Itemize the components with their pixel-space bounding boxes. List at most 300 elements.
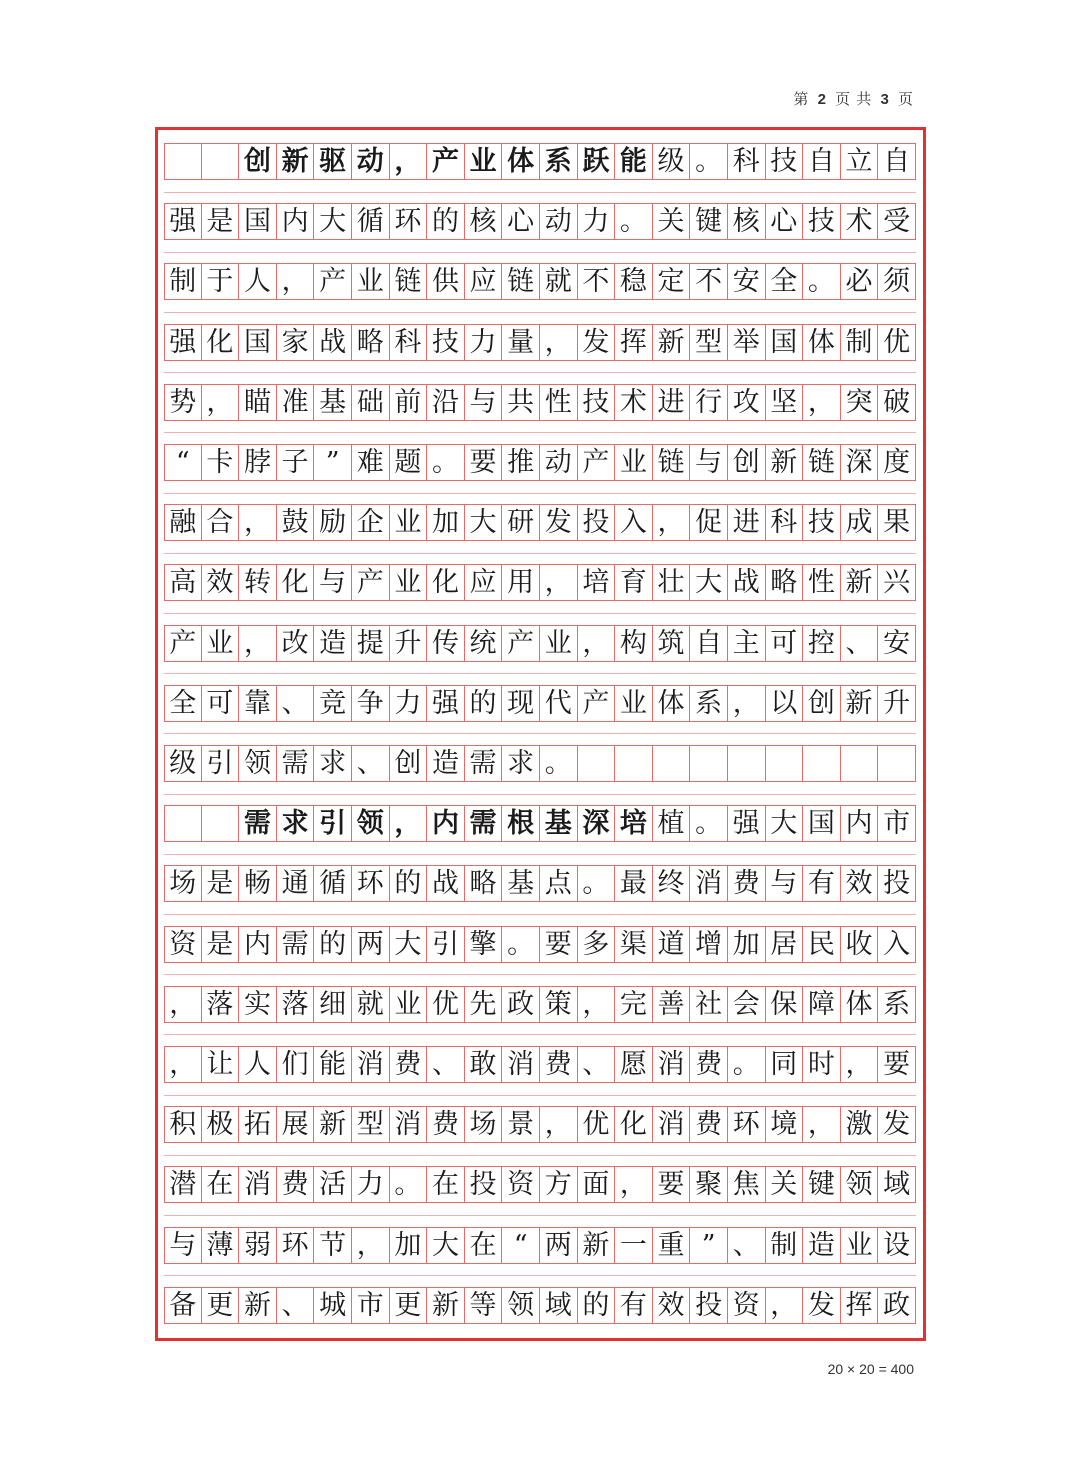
grid-cell: 卡 — [202, 445, 240, 480]
grid-cell: 循 — [314, 866, 352, 901]
grid-cell: 要 — [540, 927, 578, 962]
grid-cell: 方 — [540, 1167, 578, 1202]
grid-cell: 大 — [427, 1228, 465, 1263]
grid-cell: 安 — [728, 264, 766, 299]
grid-cell: 造 — [427, 746, 465, 781]
grid-cell: 链 — [653, 445, 691, 480]
grid-cell: 增 — [690, 927, 728, 962]
grid-cell: 大 — [390, 927, 428, 962]
grid-cell: 瞄 — [239, 385, 277, 420]
grid-cell: 科 — [390, 325, 428, 360]
grid-cell: 构 — [615, 626, 653, 661]
grid-cell: 术 — [841, 204, 879, 239]
row-gap-line — [164, 914, 916, 915]
grid-cell: ， — [803, 385, 841, 420]
grid-cell — [164, 806, 202, 841]
grid-cell: 键 — [803, 1167, 841, 1202]
grid-cell: 细 — [314, 987, 352, 1022]
grid-cell: 级 — [164, 746, 202, 781]
grid-cell: 关 — [766, 1167, 804, 1202]
grid-cell: 受 — [878, 204, 916, 239]
grid-cell: 改 — [277, 626, 315, 661]
grid-cell — [615, 746, 653, 781]
grid-cell: 弱 — [239, 1228, 277, 1263]
grid-cell: ” — [314, 445, 352, 480]
grid-cell: 与 — [164, 1228, 202, 1263]
grid-cell: 培 — [615, 806, 653, 841]
grid-cell: 级 — [653, 144, 691, 179]
grid-cell: 加 — [427, 505, 465, 540]
grid-cell: 发 — [578, 325, 616, 360]
grid-cell: 、 — [352, 746, 390, 781]
grid-cell: 会 — [728, 987, 766, 1022]
grid-cell: 效 — [202, 565, 240, 600]
grid-cell: 制 — [841, 325, 879, 360]
grid-cell — [202, 806, 240, 841]
grid-cell: ， — [578, 987, 616, 1022]
row-gap-line — [164, 1034, 916, 1035]
grid-cell: 收 — [841, 927, 879, 962]
grid-cell: 与 — [690, 445, 728, 480]
grid-cell: 关 — [653, 204, 691, 239]
grid-row — [164, 986, 916, 1023]
grid-cell: 消 — [690, 866, 728, 901]
grid-cell: 性 — [803, 565, 841, 600]
grid-cell: 型 — [352, 1107, 390, 1142]
grid-cell: 体 — [803, 325, 841, 360]
grid-cell: 国 — [766, 325, 804, 360]
grid-cell — [841, 746, 879, 781]
grid-cell: 策 — [540, 987, 578, 1022]
grid-cell: 推 — [502, 445, 540, 480]
grid-cell — [803, 746, 841, 781]
grid-cell: 消 — [653, 1107, 691, 1142]
grid-cell: ， — [390, 144, 428, 179]
grid-cell: 需 — [465, 806, 503, 841]
grid-cell: 产 — [578, 686, 616, 721]
grid-cell: 主 — [728, 626, 766, 661]
grid-cell: 更 — [390, 1288, 428, 1323]
grid-cell: 市 — [878, 806, 916, 841]
grid-cell: 促 — [690, 505, 728, 540]
grid-cell: 就 — [352, 987, 390, 1022]
grid-cell: 备 — [164, 1288, 202, 1323]
grid-row — [164, 865, 916, 902]
grid-cell: 定 — [653, 264, 691, 299]
grid-cell: “ — [164, 445, 202, 480]
grid-cell: 资 — [164, 927, 202, 962]
grid-cell: 。 — [615, 204, 653, 239]
grid-cell: 励 — [314, 505, 352, 540]
grid-cell: 战 — [314, 325, 352, 360]
grid-cell: 引 — [202, 746, 240, 781]
grid-cell: 稳 — [615, 264, 653, 299]
row-gap-line — [164, 854, 916, 855]
grid-cell: 应 — [465, 264, 503, 299]
grid-cell: 最 — [615, 866, 653, 901]
row-gap-line — [164, 252, 916, 253]
grid-cell: 的 — [578, 1288, 616, 1323]
grid-cell: 需 — [277, 746, 315, 781]
grid-cell: 体 — [653, 686, 691, 721]
grid-cell: 社 — [690, 987, 728, 1022]
grid-cell: 靠 — [239, 686, 277, 721]
grid-cell: 产 — [578, 445, 616, 480]
grid-cell: 拓 — [239, 1107, 277, 1142]
grid-cell: 大 — [314, 204, 352, 239]
grid-cell: 驱 — [314, 144, 352, 179]
grid-cell: 家 — [277, 325, 315, 360]
grid-cell — [578, 746, 616, 781]
grid-cell: 造 — [803, 1228, 841, 1263]
grid-cell: 费 — [690, 1047, 728, 1082]
grid-cell: 更 — [202, 1288, 240, 1323]
grid-cell: 进 — [653, 385, 691, 420]
grid-cell: 有 — [803, 866, 841, 901]
grid-cell: 力 — [352, 1167, 390, 1202]
grid-cell: 新 — [578, 1228, 616, 1263]
grid-cell: 善 — [653, 987, 691, 1022]
grid-cell: 有 — [615, 1288, 653, 1323]
grid-cell: 强 — [164, 204, 202, 239]
grid-cell: ， — [164, 987, 202, 1022]
current-page: 2 — [817, 91, 827, 108]
grid-cell: 挥 — [841, 1288, 879, 1323]
grid-cell: 的 — [390, 866, 428, 901]
grid-cell: 域 — [878, 1167, 916, 1202]
grid-cell: 深 — [841, 445, 879, 480]
grid-row — [164, 1227, 916, 1264]
grid-cell: 题 — [390, 445, 428, 480]
grid-cell: 国 — [239, 325, 277, 360]
grid-cell: ， — [352, 1228, 390, 1263]
grid-cell: 全 — [766, 264, 804, 299]
grid-cell: ， — [390, 806, 428, 841]
grid-cell: 应 — [465, 565, 503, 600]
grid-cell: 要 — [465, 445, 503, 480]
grid-cell: 根 — [502, 806, 540, 841]
grid-cell: 人 — [239, 264, 277, 299]
grid-cell: 成 — [841, 505, 879, 540]
grid-cell: 域 — [540, 1288, 578, 1323]
grid-cell: 产 — [164, 626, 202, 661]
grid-cell: 消 — [653, 1047, 691, 1082]
grid-row — [164, 745, 916, 782]
grid-cell: 系 — [690, 686, 728, 721]
grid-cell: 费 — [540, 1047, 578, 1082]
grid-cell: 产 — [352, 565, 390, 600]
grid-cell: 政 — [502, 987, 540, 1022]
grid-cell: 领 — [502, 1288, 540, 1323]
grid-cell: ， — [766, 1288, 804, 1323]
grid-cell: 体 — [502, 144, 540, 179]
grid-cell: 境 — [766, 1107, 804, 1142]
grid-cell: 两 — [540, 1228, 578, 1263]
grid-cell: 与 — [766, 866, 804, 901]
grid-cell: 新 — [314, 1107, 352, 1142]
grid-cell: 争 — [352, 686, 390, 721]
grid-cell: 自 — [803, 144, 841, 179]
grid-cell: 动 — [352, 144, 390, 179]
grid-cell: 控 — [803, 626, 841, 661]
grid-cell: 自 — [878, 144, 916, 179]
grid-cell — [653, 746, 691, 781]
grid-cell: 略 — [352, 325, 390, 360]
grid-cell: 行 — [690, 385, 728, 420]
row-gap-line — [164, 312, 916, 313]
grid-cell: 与 — [314, 565, 352, 600]
row-gap-line — [164, 794, 916, 795]
grid-cell: 重 — [653, 1228, 691, 1263]
grid-cell: 展 — [277, 1107, 315, 1142]
grid-cell: 发 — [803, 1288, 841, 1323]
grid-cell: 融 — [164, 505, 202, 540]
grid-cell: 城 — [314, 1288, 352, 1323]
grid-row — [164, 263, 916, 300]
grid-cell: 力 — [390, 686, 428, 721]
grid-cell: 难 — [352, 445, 390, 480]
grid-cell: 渠 — [615, 927, 653, 962]
grid-cell: 技 — [766, 144, 804, 179]
grid-cell: 的 — [314, 927, 352, 962]
grid-cell: 兴 — [878, 565, 916, 600]
grid-cell — [728, 746, 766, 781]
grid-cell: 进 — [728, 505, 766, 540]
grid-cell: ” — [690, 1228, 728, 1263]
grid-cell: 两 — [352, 927, 390, 962]
grid-cell: 大 — [690, 565, 728, 600]
row-gap-line — [164, 1275, 916, 1276]
grid-cell: 升 — [878, 686, 916, 721]
grid-cell: 可 — [202, 686, 240, 721]
grid-cell: 技 — [578, 385, 616, 420]
grid-cell: 度 — [878, 445, 916, 480]
row-gap-line — [164, 553, 916, 554]
grid-cell: 保 — [766, 987, 804, 1022]
total-pages: 3 — [880, 91, 890, 108]
grid-cell: 、 — [427, 1047, 465, 1082]
grid-cell: 人 — [239, 1047, 277, 1082]
grid-cell: 时 — [803, 1047, 841, 1082]
grid-cell: 积 — [164, 1107, 202, 1142]
grid-cell: 入 — [878, 927, 916, 962]
grid-cell: ， — [540, 325, 578, 360]
grid-cell: 一 — [615, 1228, 653, 1263]
grid-cell: 点 — [540, 866, 578, 901]
grid-cell: 要 — [878, 1047, 916, 1082]
grid-cell: 资 — [728, 1288, 766, 1323]
grid-cell: 发 — [878, 1107, 916, 1142]
grid-cell: 升 — [390, 626, 428, 661]
grid-cell: 与 — [465, 385, 503, 420]
grid-cell: 新 — [841, 686, 879, 721]
grid-cell: 优 — [427, 987, 465, 1022]
grid-cell: 共 — [502, 385, 540, 420]
grid-cell: 业 — [465, 144, 503, 179]
grid-cell: ， — [803, 1107, 841, 1142]
grid-cell: 略 — [465, 866, 503, 901]
grid-cell: 深 — [578, 806, 616, 841]
grid-cell: 链 — [390, 264, 428, 299]
grid-cell: 活 — [314, 1167, 352, 1202]
grid-cell: “ — [502, 1228, 540, 1263]
grid-cell: 统 — [465, 626, 503, 661]
grid-cell: 化 — [427, 565, 465, 600]
grid-cell: 。 — [427, 445, 465, 480]
grid-cell: 薄 — [202, 1228, 240, 1263]
grid-cell: 费 — [728, 866, 766, 901]
grid-row — [164, 625, 916, 662]
grid-cell: 效 — [841, 866, 879, 901]
grid-cell: ， — [841, 1047, 879, 1082]
grid-cell: 技 — [803, 204, 841, 239]
grid-cell: 跃 — [578, 144, 616, 179]
page-prefix: 第 — [793, 91, 810, 108]
grid-cell: 民 — [803, 927, 841, 962]
grid-cell: 国 — [803, 806, 841, 841]
grid-cell: 。 — [390, 1167, 428, 1202]
grid-cell: 体 — [841, 987, 879, 1022]
grid-cell: 发 — [540, 505, 578, 540]
grid-row — [164, 1166, 916, 1203]
grid-cell: 擎 — [465, 927, 503, 962]
grid-cell: 聚 — [690, 1167, 728, 1202]
grid-cell: 力 — [578, 204, 616, 239]
grid-cell: 环 — [390, 204, 428, 239]
grid-cell: 心 — [766, 204, 804, 239]
grid-cell: 不 — [690, 264, 728, 299]
grid-cell: 优 — [578, 1107, 616, 1142]
grid-cell: 加 — [728, 927, 766, 962]
grid-cell: 合 — [202, 505, 240, 540]
grid-cell: 系 — [878, 987, 916, 1022]
grid-cell: 动 — [540, 445, 578, 480]
grid-cell: 果 — [878, 505, 916, 540]
grid-cell: 竞 — [314, 686, 352, 721]
page-suffix: 页 — [897, 91, 914, 108]
grid-cell: 业 — [352, 264, 390, 299]
grid-cell: ， — [277, 264, 315, 299]
grid-cell: 能 — [314, 1047, 352, 1082]
grid-cell: 自 — [690, 626, 728, 661]
grid-cell: 让 — [202, 1047, 240, 1082]
grid-cell: 环 — [352, 866, 390, 901]
grid-row — [164, 324, 916, 361]
grid-cell: 等 — [465, 1288, 503, 1323]
grid-cell — [690, 746, 728, 781]
grid-cell: 代 — [540, 686, 578, 721]
grid-cell: 化 — [277, 565, 315, 600]
grid-spec-footer: 20 × 20 = 400 — [827, 1361, 914, 1377]
grid-cell: 键 — [690, 204, 728, 239]
grid-cell: 用 — [502, 565, 540, 600]
grid-cell: 环 — [277, 1228, 315, 1263]
grid-cell: 费 — [690, 1107, 728, 1142]
grid-cell: 终 — [653, 866, 691, 901]
grid-cell: 、 — [277, 686, 315, 721]
grid-cell: ， — [239, 626, 277, 661]
grid-cell: 效 — [653, 1288, 691, 1323]
grid-cell: 设 — [878, 1228, 916, 1263]
grid-cell: 突 — [841, 385, 879, 420]
grid-cell: 新 — [277, 144, 315, 179]
grid-cell: 优 — [878, 325, 916, 360]
grid-cell — [878, 746, 916, 781]
grid-cell: 基 — [540, 806, 578, 841]
grid-cell: 。 — [578, 866, 616, 901]
grid-cell: 的 — [465, 686, 503, 721]
grid-cell: 面 — [578, 1167, 616, 1202]
grid-cell: 投 — [690, 1288, 728, 1323]
grid-cell: 多 — [578, 927, 616, 962]
grid-cell: 。 — [690, 806, 728, 841]
grid-cell: 业 — [841, 1228, 879, 1263]
grid-cell: 领 — [239, 746, 277, 781]
grid-row — [164, 444, 916, 481]
grid-cell: 举 — [728, 325, 766, 360]
grid-cell: 在 — [465, 1228, 503, 1263]
grid-cell: 费 — [390, 1047, 428, 1082]
row-gap-line — [164, 192, 916, 193]
grid-cell: 是 — [202, 866, 240, 901]
grid-cell: 费 — [277, 1167, 315, 1202]
grid-cell: 大 — [465, 505, 503, 540]
grid-cell: 子 — [277, 445, 315, 480]
grid-cell: 战 — [728, 565, 766, 600]
grid-cell: 费 — [427, 1107, 465, 1142]
grid-cell: 潜 — [164, 1167, 202, 1202]
grid-cell: 引 — [427, 927, 465, 962]
grid-cell: 科 — [766, 505, 804, 540]
grid-cell: 企 — [352, 505, 390, 540]
grid-cell: 全 — [164, 686, 202, 721]
grid-cell: 新 — [766, 445, 804, 480]
grid-cell: 入 — [615, 505, 653, 540]
page-number-header — [793, 88, 914, 109]
row-gap-line — [164, 974, 916, 975]
grid-cell: 业 — [615, 445, 653, 480]
grid-cell: 业 — [390, 565, 428, 600]
grid-cell: 消 — [390, 1107, 428, 1142]
grid-cell: 的 — [427, 204, 465, 239]
grid-cell: 基 — [502, 866, 540, 901]
grid-cell: 大 — [766, 806, 804, 841]
grid-row — [164, 384, 916, 421]
grid-row — [164, 926, 916, 963]
grid-cell: 能 — [615, 144, 653, 179]
grid-row — [164, 504, 916, 541]
grid-cell: 节 — [314, 1228, 352, 1263]
grid-cell: 落 — [202, 987, 240, 1022]
grid-cell: 脖 — [239, 445, 277, 480]
row-gap-line — [164, 432, 916, 433]
grid-cell: 强 — [728, 806, 766, 841]
page-mid: 页 共 — [835, 91, 873, 108]
grid-cell: 是 — [202, 927, 240, 962]
grid-cell: 场 — [164, 866, 202, 901]
grid-cell: ， — [239, 505, 277, 540]
grid-cell: 基 — [314, 385, 352, 420]
grid-cell: 链 — [502, 264, 540, 299]
grid-row — [164, 143, 916, 180]
grid-row — [164, 685, 916, 722]
grid-cell: 前 — [390, 385, 428, 420]
grid-cell: 技 — [427, 325, 465, 360]
grid-cell: 挥 — [615, 325, 653, 360]
grid-cell: 链 — [803, 445, 841, 480]
grid-cell: 循 — [352, 204, 390, 239]
row-gap-line — [164, 1095, 916, 1096]
